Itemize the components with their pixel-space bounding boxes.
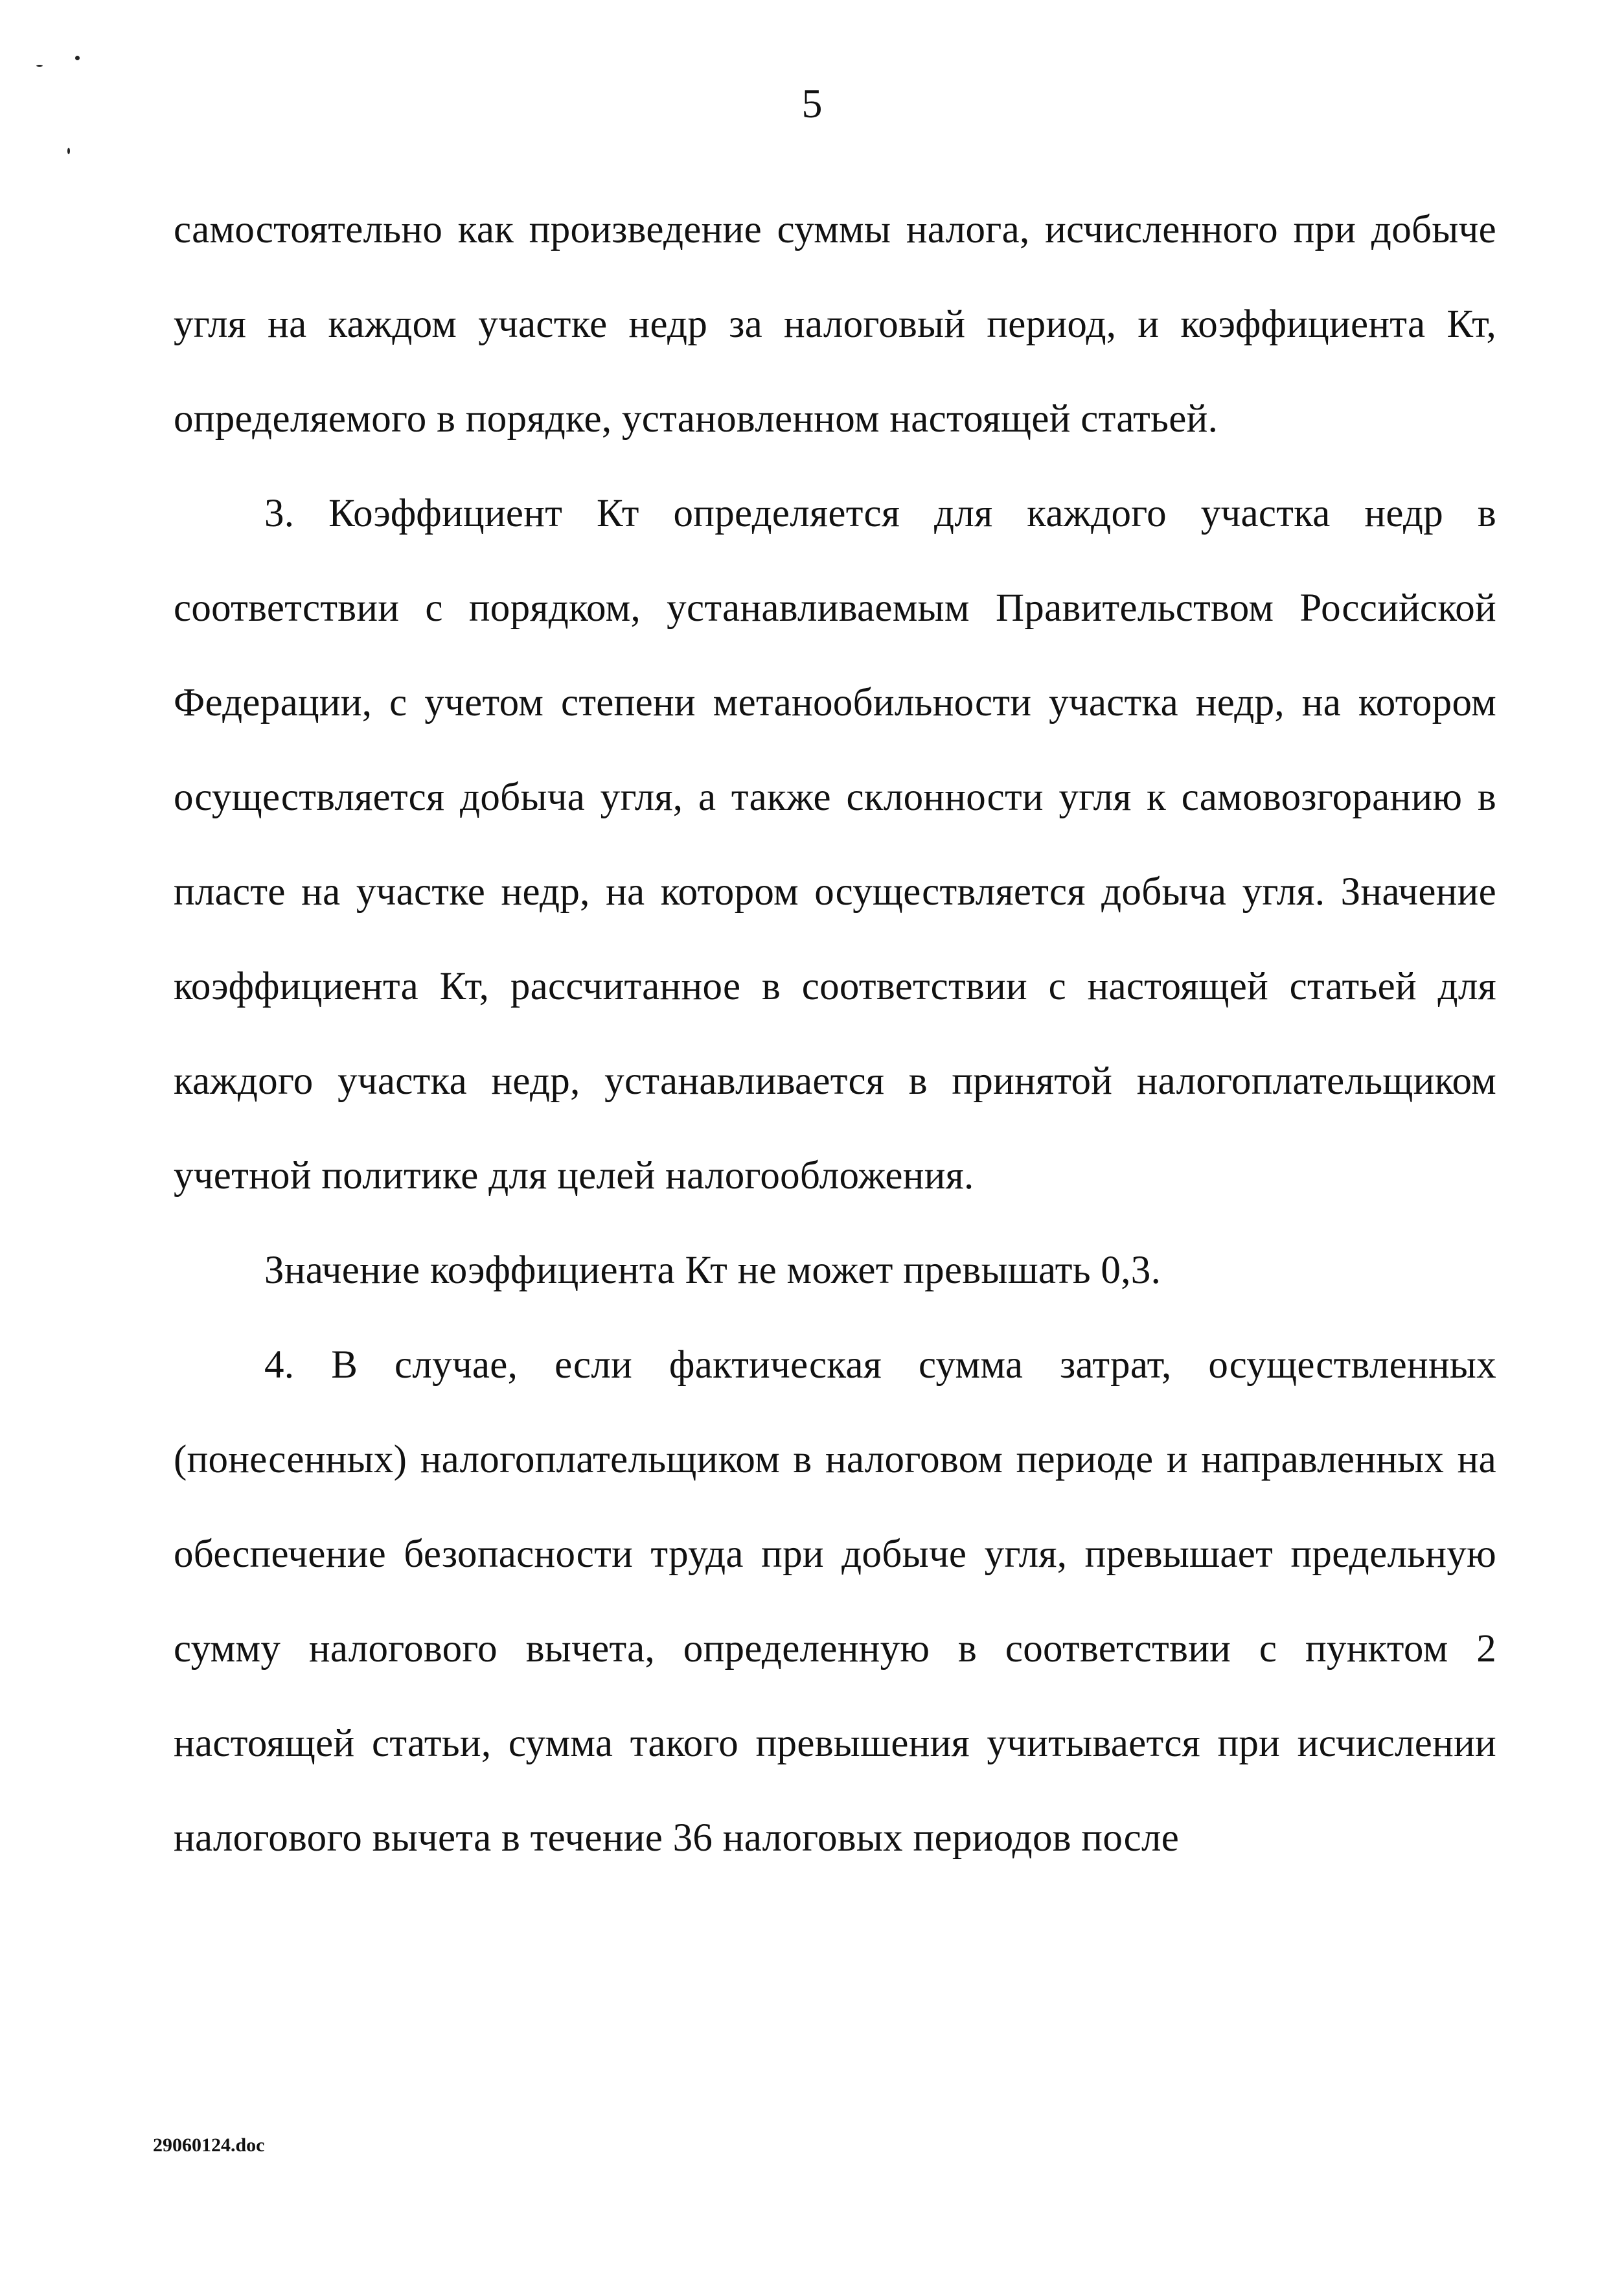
paragraph-3-limit: Значение коэффициента Кт не может превышать 0,3. (264, 1249, 1161, 1292)
paragraph-3: 3. Коэффициент Кт определяется для каждого участка недр в соответствии с порядком, устанавливаемым Правительством Российской Федерации, с учетом степени метанообильности участка недр, на котором осуществляется добыча угля, а также склонности угля к самовозгоранию в пласте на участке недр, на котором осуществляется добыча угля. Значение коэффициента Кт, рассчитанное в соответствии с настоящей статьей для каждого участка недр, устанавливается в принятой налогоплательщиком учетной политике для целей налогообложения. (174, 492, 1496, 1197)
document-body (174, 183, 1496, 1886)
footer-file-name: 29060124.doc (153, 2134, 265, 2156)
scan-speck (75, 56, 80, 60)
page-number: 5 (801, 80, 823, 126)
scan-speck (36, 65, 43, 67)
scan-speck (67, 148, 70, 154)
paragraph-4: 4. В случае, если фактическая сумма затрат, осуществленных (понесенных) налогоплательщиком в налоговом периоде и направленных на обеспечение безопасности труда при добыче угля, превышает предельную сумму налогового вычета, определенную в соответствии с пунктом 2 настоящей статьи, сумма такого превышения учитывается при исчислении налогового вычета в течение 36 налоговых периодов после (174, 1343, 1496, 1860)
paragraph-continuation: самостоятельно как произведение суммы налога, исчисленного при добыче угля на каждом участке недр за налоговый период, и коэффициента Кт, определяемого в порядке, установленном настоящей статьей. (174, 208, 1496, 441)
